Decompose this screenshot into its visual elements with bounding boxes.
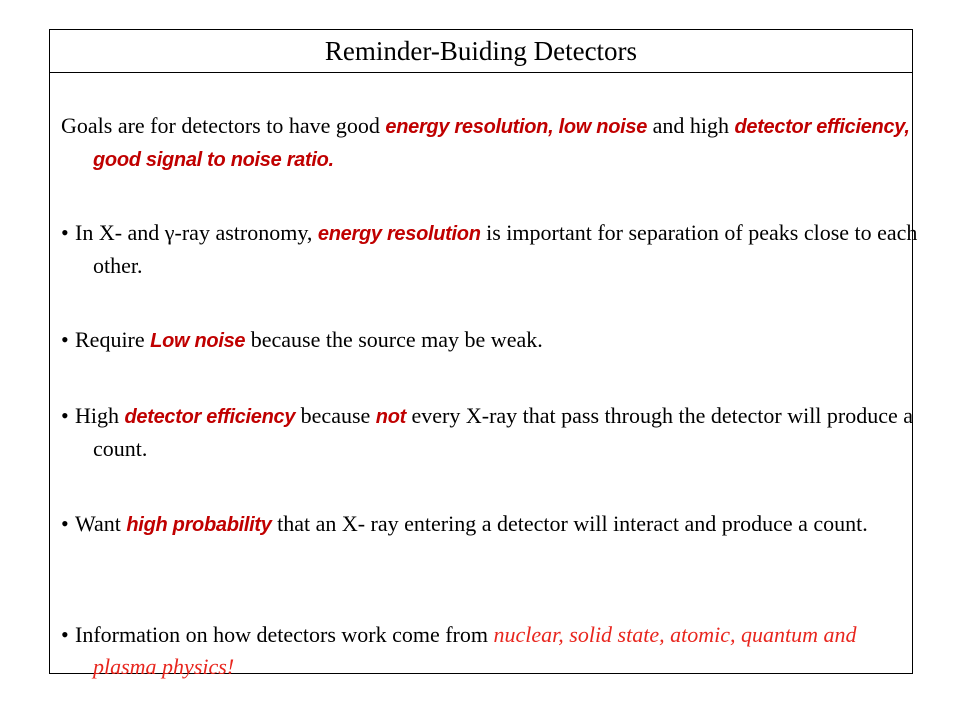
- highlighted-term: high probability: [126, 514, 272, 536]
- body-text: that an X- ray entering a detector will interact and produce a count.: [271, 511, 868, 536]
- body-text: because: [295, 403, 376, 428]
- bullet-low-noise: [61, 324, 923, 357]
- bullet-energy-resolution: [61, 217, 923, 282]
- highlighted-term: Low noise: [150, 330, 246, 352]
- highlighted-term: good signal to noise ratio.: [93, 149, 334, 171]
- bullet-icon: •: [61, 622, 69, 647]
- bullet-icon: •: [61, 403, 69, 428]
- bullet-icon: •: [61, 327, 69, 352]
- body-text: because the source may be weak.: [245, 327, 543, 352]
- highlighted-term: not: [375, 406, 406, 428]
- bullet-high-probability: [61, 508, 923, 541]
- highlighted-term: ,: [904, 116, 910, 138]
- body-text: In X- and γ-ray astronomy,: [75, 220, 318, 245]
- highlighted-term: nuclear, solid state, atomic, quantum and plasma physics!: [93, 622, 857, 679]
- goals-paragraph: [61, 110, 923, 176]
- body-text: Information on how detectors work come from: [75, 622, 494, 647]
- bullet-icon: •: [61, 220, 69, 245]
- highlighted-term: detector efficiency: [124, 406, 296, 428]
- highlighted-term: energy resolution: [317, 223, 481, 245]
- slide-title: Reminder-Buiding Detectors: [50, 30, 912, 73]
- body-text: is important for separation of peaks close to each other.: [93, 220, 918, 278]
- highlighted-term: detector efficiency: [734, 116, 905, 138]
- slide-frame: [49, 29, 918, 679]
- body-text: Goals are for detectors to have good: [61, 113, 386, 138]
- body-text: and high: [647, 113, 735, 138]
- highlighted-term: low noise: [558, 116, 648, 138]
- bullet-icon: •: [61, 511, 69, 536]
- body-text: every X-ray that pass through the detector will produce a count.: [93, 403, 914, 461]
- bullet-information: [61, 619, 923, 683]
- bullet-detector-efficiency: [61, 400, 923, 465]
- body-text: Require: [75, 327, 151, 352]
- highlighted-term: energy resolution: [385, 116, 549, 138]
- body-text: High: [75, 403, 125, 428]
- body-text: Want: [75, 511, 127, 536]
- highlighted-term: ,: [548, 116, 559, 138]
